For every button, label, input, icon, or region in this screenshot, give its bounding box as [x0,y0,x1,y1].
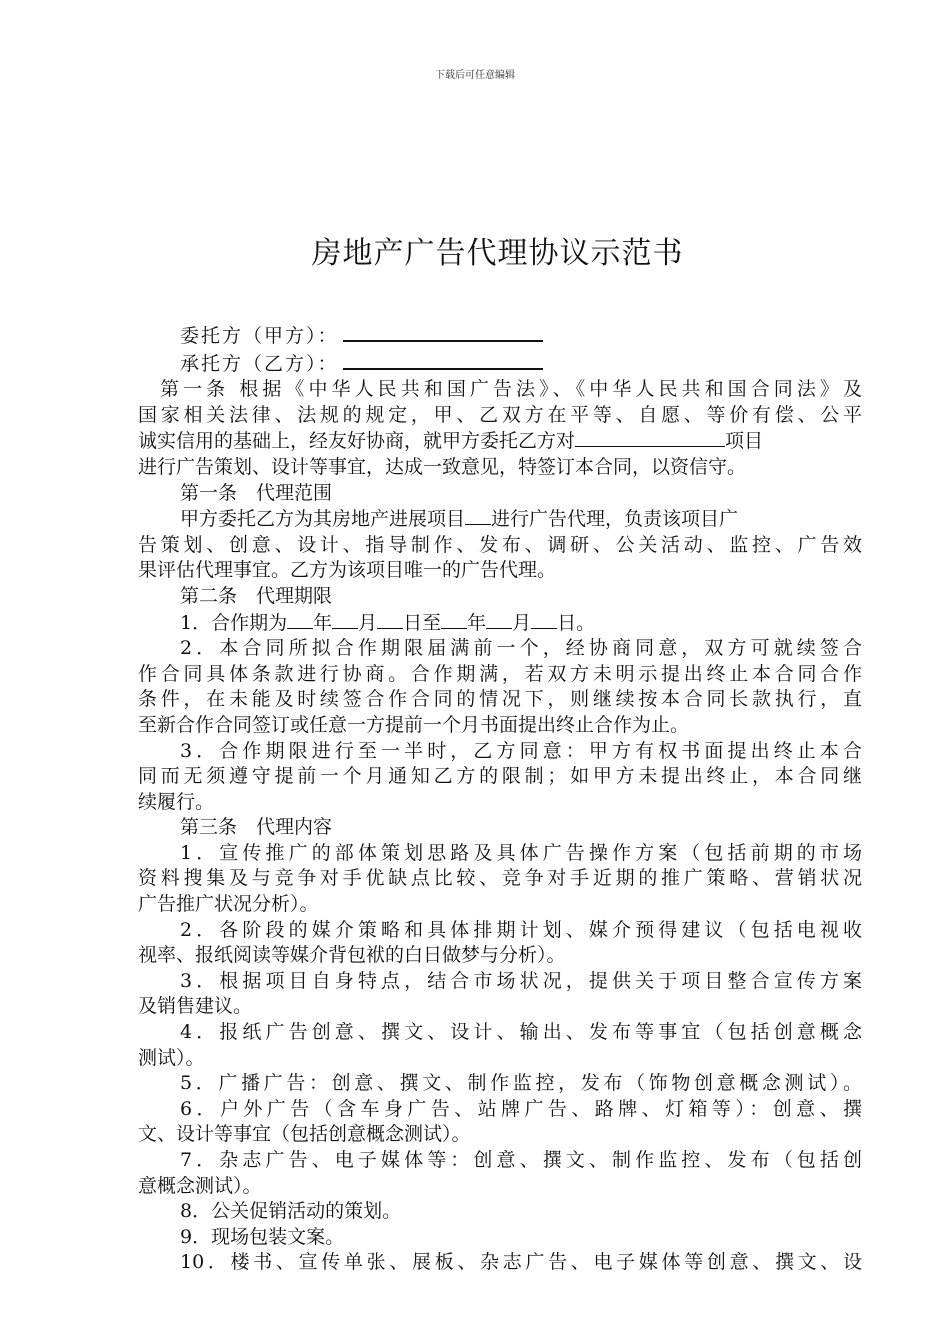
preamble-line: 国家相关法律、法规的规定，甲、乙双方在平等、自愿、等价有偿、公平 [138,403,862,426]
agent-party-blank [343,350,543,370]
client-party-label: 委托方（甲方）： [180,325,339,347]
article-line [138,506,862,533]
article-line: 作合同具体条款进行协商。合作期满，若双方未明示提出终止本合同合作 [138,662,862,685]
article-line: 续履行。 [138,790,215,813]
term-text: 月 [512,611,532,634]
project-name-blank [575,428,725,447]
article-line: 2．各阶段的媒介策略和具体排期计划、媒介预得建议（包括电视收 [180,918,862,941]
article-line: 测试）。 [138,1046,205,1069]
article-line: 8．公关促销活动的策划。 [180,1200,402,1223]
article-line: 9．现场包装文案。 [180,1225,345,1248]
start-year-blank [287,610,313,629]
article-line: 文、设计等事宜（包括创意概念测试）。 [138,1123,471,1146]
article-line: 4．报纸广告创意、撰文、设计、输出、发布等事宜（包括创意概念 [180,1021,862,1044]
preamble-line: 第一条 根据《中华人民共和国广告法》、《中华人民共和国合同法》及 [160,378,862,401]
client-party-blank [343,322,543,342]
preamble-line [138,428,862,455]
term-text: 年 [313,611,333,634]
article-line: 条件，在未能及时续签合作合同的情况下，则继续按本合同长款执行，直 [138,688,862,711]
term-text: 日。 [557,611,596,634]
article-text: 进行广告代理，负责该项目广 [491,508,739,531]
agent-party-label: 承托方（乙方）： [180,352,339,375]
article-line: 2．本合同所拟合作期限届满前一个，经协商同意，双方可就续签合 [180,637,862,660]
end-year-blank [441,610,467,629]
project-blank [465,506,491,525]
article-line: 10．楼书、宣传单张、展板、杂志广告、电子媒体等创意、撰文、设 [180,1251,862,1274]
preamble-text: 诚实信用的基础上，经友好协商，就甲方委托乙方对 [138,430,576,453]
article-heading: 第三条 代理内容 [180,816,333,839]
end-day-blank [531,610,557,629]
article-line: 告策划、创意、设计、指导制作、发布、调研、公关活动、监控、广告效 [138,533,862,556]
document-title: 房地产广告代理协议示范书 [311,236,684,271]
start-day-blank [377,610,403,629]
article-line: 3．合作期限进行至一半时，乙方同意：甲方有权书面提出终止本合 [180,739,862,762]
article-heading: 第二条 代理期限 [180,584,333,607]
article-line: 广告推广状况分析）。 [138,893,319,916]
start-month-blank [332,610,358,629]
term-text: 月 [358,611,378,634]
term-text: 年 [467,611,487,634]
article-heading: 第一条 代理范围 [180,481,333,504]
article-line: 1．宣传推广的部体策划思路及具体广告操作方案（包括前期的市场 [180,841,862,864]
preamble-text: 项目 [725,430,764,453]
article-line: 3．根据项目自身特点，结合市场状况，提供关于项目整合宣传方案 [180,969,862,992]
article-line: 至新合作合同签订或任意一方提前一个月书面提出终止合作为止。 [138,713,690,736]
end-month-blank [486,610,512,629]
term-dates-line [138,610,862,637]
document-body [138,322,862,1276]
article-line: 同而无须遵守提前一个月通知乙方的限制；如甲方未提出终止，本合同继 [138,765,862,788]
article-line: 资料搜集及与竞争对手优缺点比较、竞争对手近期的推广策略、营销状况 [138,867,862,890]
client-party-line [138,322,862,350]
agent-party-line [138,350,862,378]
article-line: 7．杂志广告、电子媒体等：创意、撰文、制作监控、发布（包括创 [180,1149,862,1171]
article-line: 及销售建议。 [138,995,253,1018]
article-line: 6．户外广告（含车身广告、站牌广告、路牌、灯箱等）：创意、撰 [180,1097,862,1120]
article-line: 视率、报纸阅读等媒介背包袱的白日做梦与分析）。 [138,944,566,967]
article-line: 果评估代理事宜。乙方为该项目唯一的广告代理。 [138,559,557,582]
article-line: 5．广播广告：创意、撰文、制作监控，发布（饰物创意概念测试）。 [180,1072,862,1095]
header-note: 下载后可任意编辑 [435,70,515,81]
term-text: 1．合作期为 [180,611,288,634]
article-line: 意概念测试）。 [138,1174,262,1197]
preamble-line: 进行广告策划、设计等事宜，达成一致意见，特签订本合同，以资信守。 [138,455,747,478]
article-text: 甲方委托乙方为其房地产进展项目 [180,508,466,531]
term-text: 日至 [403,611,442,634]
